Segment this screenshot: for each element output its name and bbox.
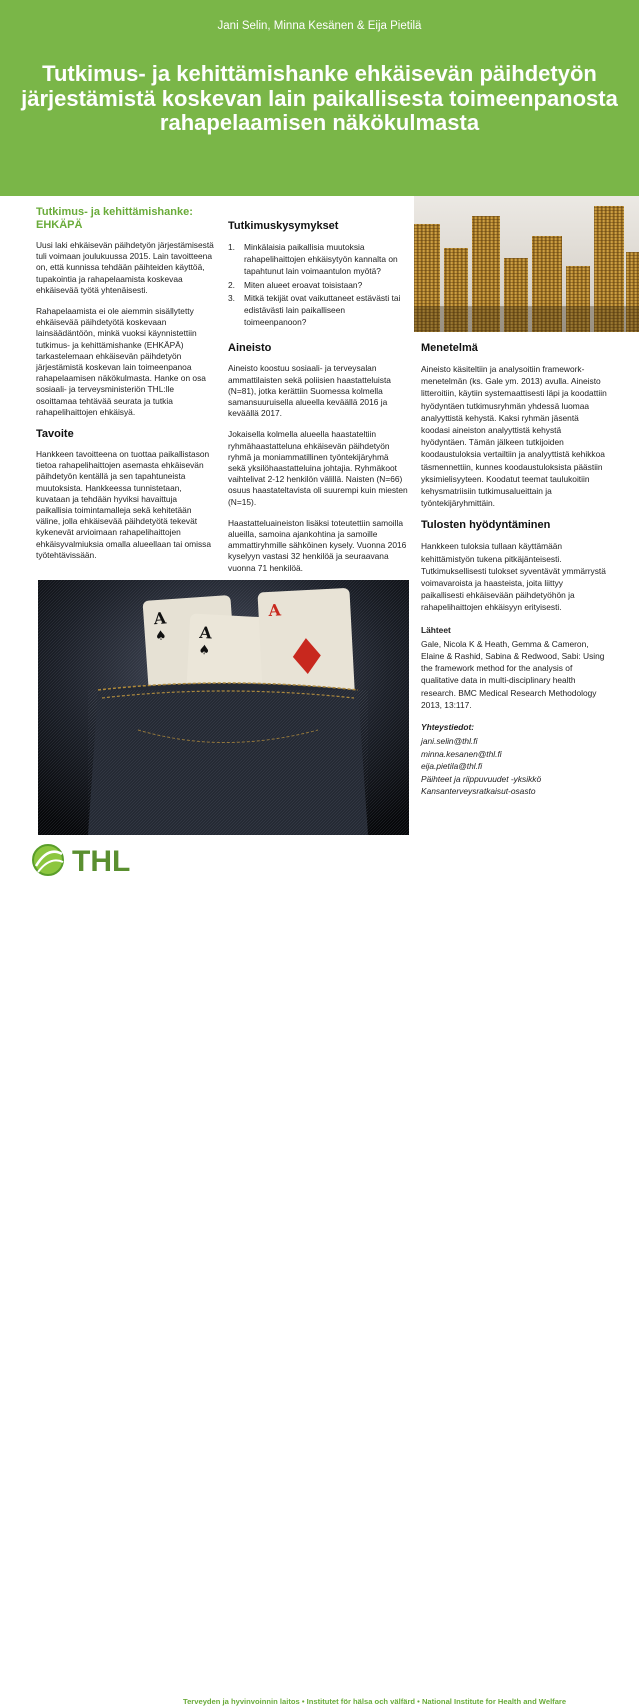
svg-text:A: A [198, 622, 213, 643]
list-item: 2. Miten alueet eroavat toisistaan? [228, 279, 363, 290]
contact-email[interactable]: eija.pietila@thl.fi [421, 761, 483, 772]
contact-email[interactable]: jani.selin@thl.fi [421, 736, 478, 747]
institute-name: Terveyden ja hyvinvoinnin laitos • Institutet för hälsa och välfärd • National Institute for Health and Welfare [183, 1697, 567, 1706]
list-item: 3. Mitkä tekijät ovat vaikuttaneet estävästi tai edistävästi lain paikalliseen toimeenpanoon? [228, 292, 401, 328]
goal-text: Hankkeen tavoitteena on tuottaa paikallistason tietoa rahapelihaittojen asemasta ehkäisevän päihdetyön kentällä ja sen tapahtuneista muutoksista. Hankkeessa tunnistetaan, kuvataan ja tehdään hyviksi havaittuja paikallisia toimintamalleja sekä kehitetään väline, jolla ehkäisevää päihdetyötä tekevät kykenevät arvioimaan rahapelihaittojen ehkäisyvalmiuksia omalla alueellaan tai omissa työtehtävissään. [36, 449, 212, 560]
svg-text:A: A [153, 608, 167, 629]
project-heading: Tutkimus- ja kehittämishanke: EHKÄPÄ [36, 206, 193, 231]
method-text: Aineisto käsiteltiin ja analysoitiin framework-menetelmän (ks. Gale ym. 2013) avulla. Aineisto litteroitiin, käytiin systemaattisesti läpi ja koodattiin hyödyntäen tutkimusryhmän yhdessä luomaa analyyttistä kehystä. Kaksi ryhmän jäsentä koodasi aineiston analyyttistä kehystä hyödyntäen. Tämän jälkeen tutkijoiden koodaustuloksia vertailtiin ja analyyttistä kehikkoa täsmennettiin, kunnes koodaustuloksista päästiin yksimielisyyteen. Koodatut teemat taulukoitiin kehysmatriisiin tutkimusalueittain ja työntekijäryhmittäin. [421, 364, 607, 509]
svg-text:A: A [267, 600, 282, 621]
svg-text:♠: ♠ [198, 642, 211, 659]
references-heading: Lähteet [421, 624, 451, 635]
material-text-1: Aineisto koostuu sosiaali- ja terveysalan ammattilaisten sekä poliisien haastatteluista (N=81), jotka kerättiin Suomessa kolmella samansuuruisella alueella keväällä 2016 ja keväällä 2017. [228, 363, 391, 419]
project-text-2: Rahapelaamista ei ole aiemmin sisällytetty ehkäisevää päihdetyötä koskevaan lainsäädäntöön, minkä vuoksi käynnistettiin tutkimus- ja kehittämishanke (EHKÄPÄ) tarkastelemaan ehkäisevän päihdetyön järjestämistä koskevan lain toimeenpanoa rahapelaamisen näkökulmasta. Hanke on osa sosiaali- ja terveysministeriön THL:lle osoittamaa tehtävää seurata ja tutkia rahapelihaittojen ehkäisyä. [36, 306, 206, 417]
footer [0, 842, 639, 1706]
contact-unit: Päihteet ja riippuvuudet -yksikkö [421, 773, 542, 784]
goal-heading: Tavoite [36, 428, 74, 441]
column-left [36, 206, 214, 571]
column-right [421, 342, 607, 798]
list-item: 1. Minkälaisia paikallisia muutoksia rahapelihaittojen ehkäisytyön kannalta on tapahtunut lain voimaantulon myötä? [228, 242, 398, 277]
research-questions-list [228, 241, 408, 328]
results-text: Hankkeen tuloksia tullaan käyttämään kehittämistyön tukena pitkäjänteisesti. Tutkimuksellisesti tulokset syventävät ymmärrystä voimavaroista ja haasteista, joita liittyy paikallisesti ehkäisevään päihdetyöhön ja rahapelihaittojen ehkäisyyn erityisesti. [421, 541, 606, 613]
contact-email[interactable]: minna.kesanen@thl.fi [421, 748, 502, 759]
material-text-3: Haastatteluaineiston lisäksi toteutettiin samoilla alueilla, samoina ajankohtina ja samoille ammattiryhmille sähköinen kysely. Vuonna 2016 kyselyyn vastasi 32 henkilöä ja seuraavana vuonna 71 henkilöä. [228, 517, 407, 573]
material-text-2: Jokaisella kolmella alueella haastateltiin ryhmähaastatteluna ehkäisevän päihdetyön ryhmä ja moniammatillinen työntekijäryhmä sekä yksilöhaastatteluina johtajia. Ryhmäkoot vaihtelivat 2-12 henkilön välillä. Naisten (N=66) osuus haastateltavista oli suurempi kuin miesten (N=15). [228, 429, 408, 507]
authors: Jani Selin, Minna Kesänen & Eija Pietilä [217, 20, 422, 32]
coin-stacks-photo [414, 196, 639, 332]
contact-department: Kansanterveysratkaisut-osasto [421, 786, 536, 797]
method-heading: Menetelmä [421, 342, 478, 354]
material-heading: Aineisto [228, 342, 272, 355]
column-middle [228, 220, 408, 584]
project-text-1: Uusi laki ehkäisevän päihdetyön järjestämisestä tuli voimaan joulukuussa 2015. Lain tavoitteena on, että kunnissa tehdään päihteiden käyttöä, tupakointia ja rahapelaamista koskevaa ehkäisevää työtä yhtenäisesti. [36, 240, 214, 295]
research-questions-heading: Tutkimuskysymykset [228, 220, 339, 232]
thl-logo-icon [28, 836, 178, 886]
contacts-label: Yhteystiedot: [421, 722, 475, 733]
poster-title: Tutkimus- ja kehittämishanke ehkäisevän päihdetyön järjestämistä koskevan lain paikallisesta toimeenpanosta rahapelaamisen näkökulmasta [21, 61, 618, 135]
header-banner [0, 0, 639, 196]
svg-text:THL: THL [72, 845, 131, 878]
svg-text:♠: ♠ [154, 628, 168, 645]
cards-in-jeans-pocket-photo [38, 580, 409, 835]
references-text: Gale, Nicola K & Heath, Gemma & Cameron, Elaine & Rashid, Sabina & Redwood, Sabi: Using the framework method for the analysis of qualitative data in multi-disciplinary health research. BMC Medical Research Methodology 2013, 13:117. [421, 638, 605, 710]
results-heading: Tulosten hyödyntäminen [421, 519, 551, 532]
contacts [421, 721, 607, 797]
